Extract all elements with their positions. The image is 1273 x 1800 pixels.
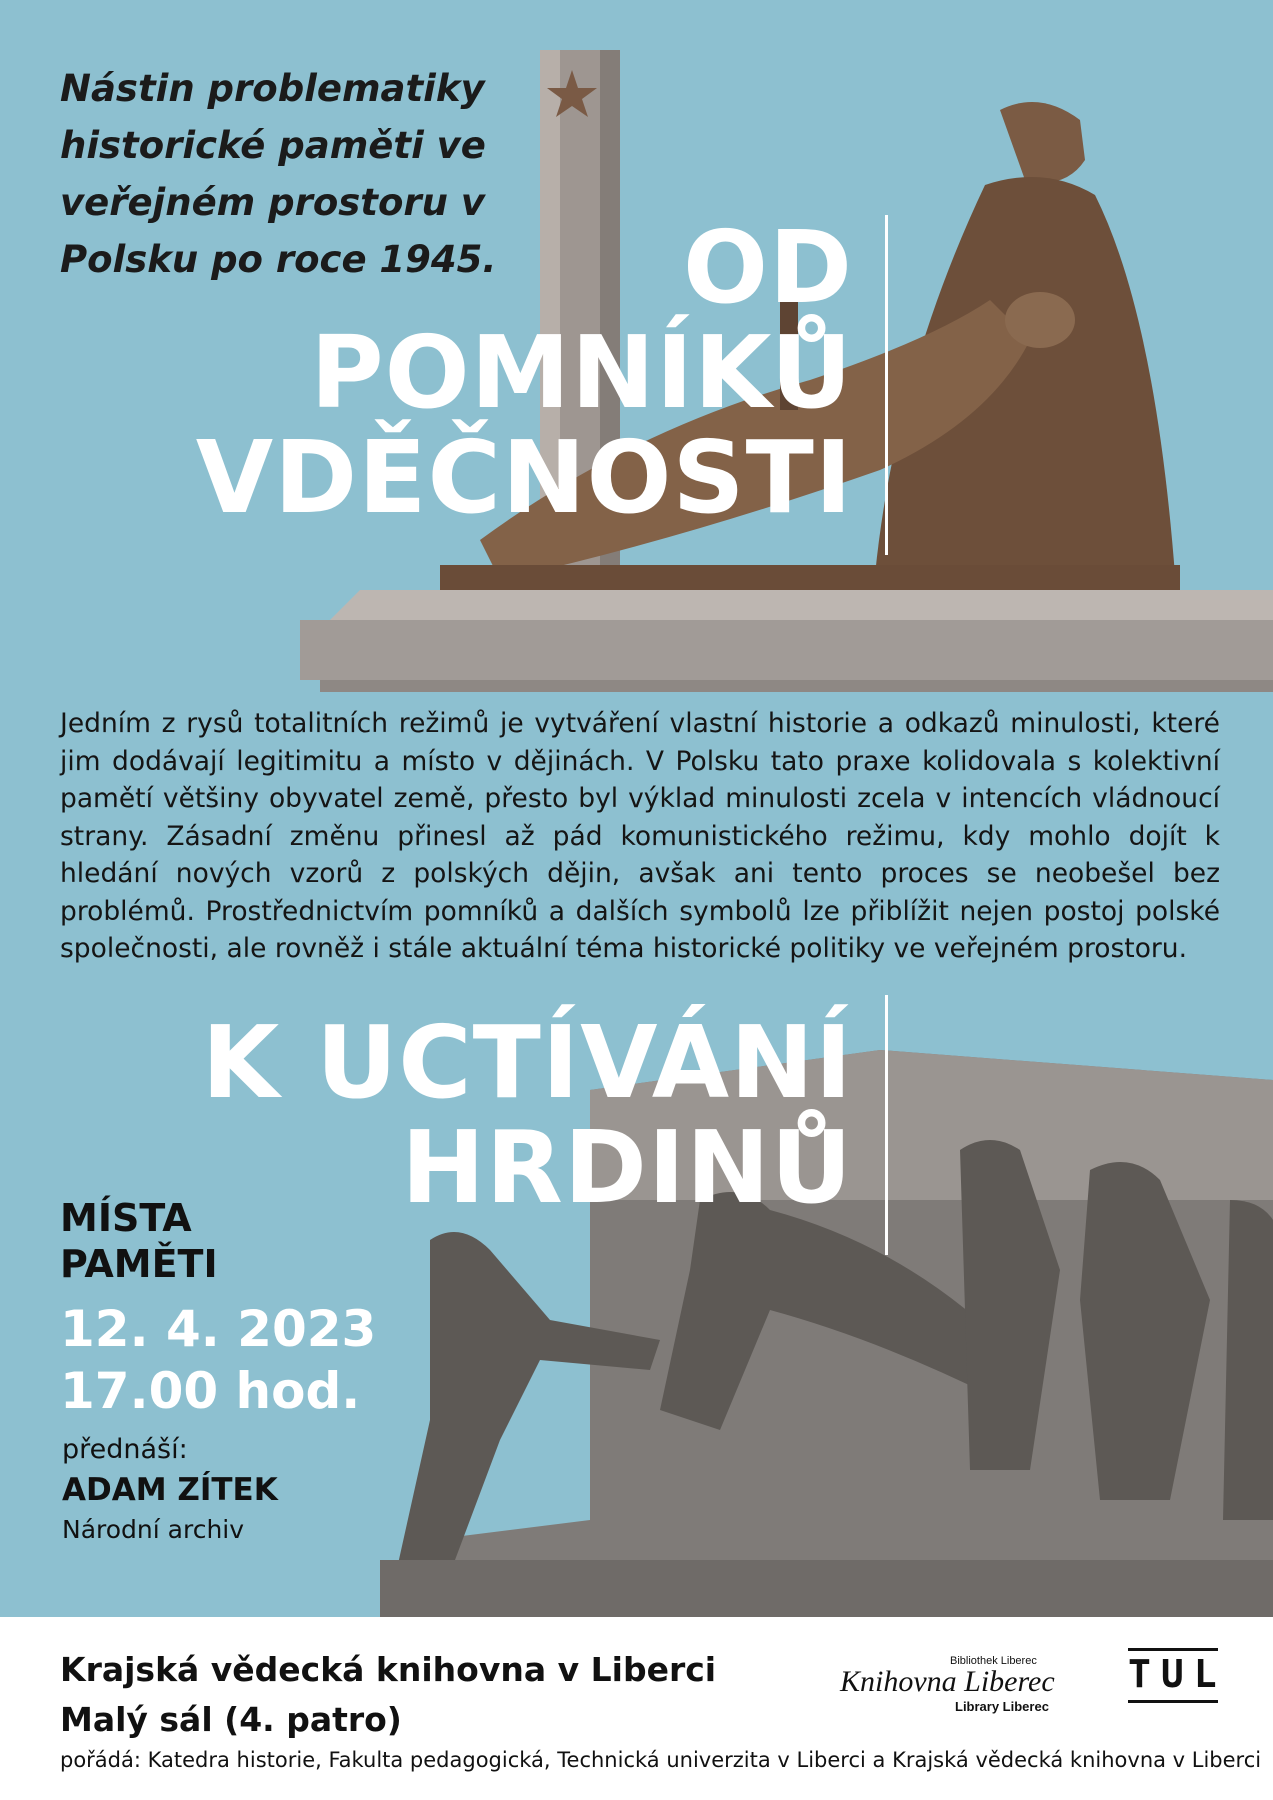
lecturer-name: ADAM ZÍTEK [62,1472,278,1508]
title-bottom-line-1: K UCTÍVÁNÍ [201,1004,853,1121]
library-logo-bottom: Library Liberec [955,1699,1049,1714]
title-top-line-3: VDĚČNOSTI [195,419,853,536]
event-datetime [60,1298,376,1422]
tul-logo-text: TUL [1128,1652,1227,1696]
title-divider-bottom [885,995,888,1255]
event-date: 12. 4. 2023 [60,1300,377,1358]
venue-line-2: Malý sál (4. patro) [60,1700,402,1739]
title-top-line-2: POMNÍKŮ [310,314,853,431]
lecturer-label: přednáší: [62,1434,188,1465]
body-text: Jedním z rysů totalitních režimů je vytváření vlastní historie a odkazů minulosti, které jim dodávají legitimitu a místo v dějinách. V Polsku tato praxe kolidovala s kolektivní pamětí většiny obyvatel země, přesto byl výklad minulosti zcela v intencích vládnoucí strany. Zásadní změnu přinesl až pád komunistického režimu, kdy mohlo dojít k hledání nových vzorů z polských dějin, avšak ani tento proces se neobešel bez problémů. Prostřednictvím pomníků a dalších symbolů lze přiblížit nejen postoj polské společnosti, ale rovněž i stále aktuální téma historické politiky ve veřejném prostoru. [60,708,1220,964]
title-bottom [0,1004,853,1226]
pedestal [300,620,1273,680]
library-logo-top: Bibliothek Liberec [950,1655,1037,1667]
subtitle: Nástin problematiky historické paměti ve veřejném prostoru v Polsku po roce 1945. [60,67,497,281]
event-time: 17.00 hod. [60,1362,361,1420]
series-name [60,1195,218,1287]
title-top-line-1: OD [682,209,853,326]
series-line-1: MÍSTA [60,1196,192,1240]
tul-logo [1128,1648,1227,1708]
series-line-2: PAMĚTI [60,1242,218,1286]
library-logo [840,1655,1080,1715]
lecturer-organization: Národní archiv [62,1515,245,1544]
title-bottom-line-2: HRDINŮ [401,1109,853,1226]
title-divider-top [885,215,888,555]
organizer: pořádá: Katedra historie, Fakulta pedagogická, Technická univerzita v Liberci a Krajská vědecká knihovna v Liberci [60,1748,1262,1772]
library-logo-main: Knihovna Liberec [840,1665,1055,1698]
venue [60,1645,716,1745]
venue-line-1: Krajská vědecká knihovna v Liberci [60,1650,717,1689]
title-top [0,209,853,536]
